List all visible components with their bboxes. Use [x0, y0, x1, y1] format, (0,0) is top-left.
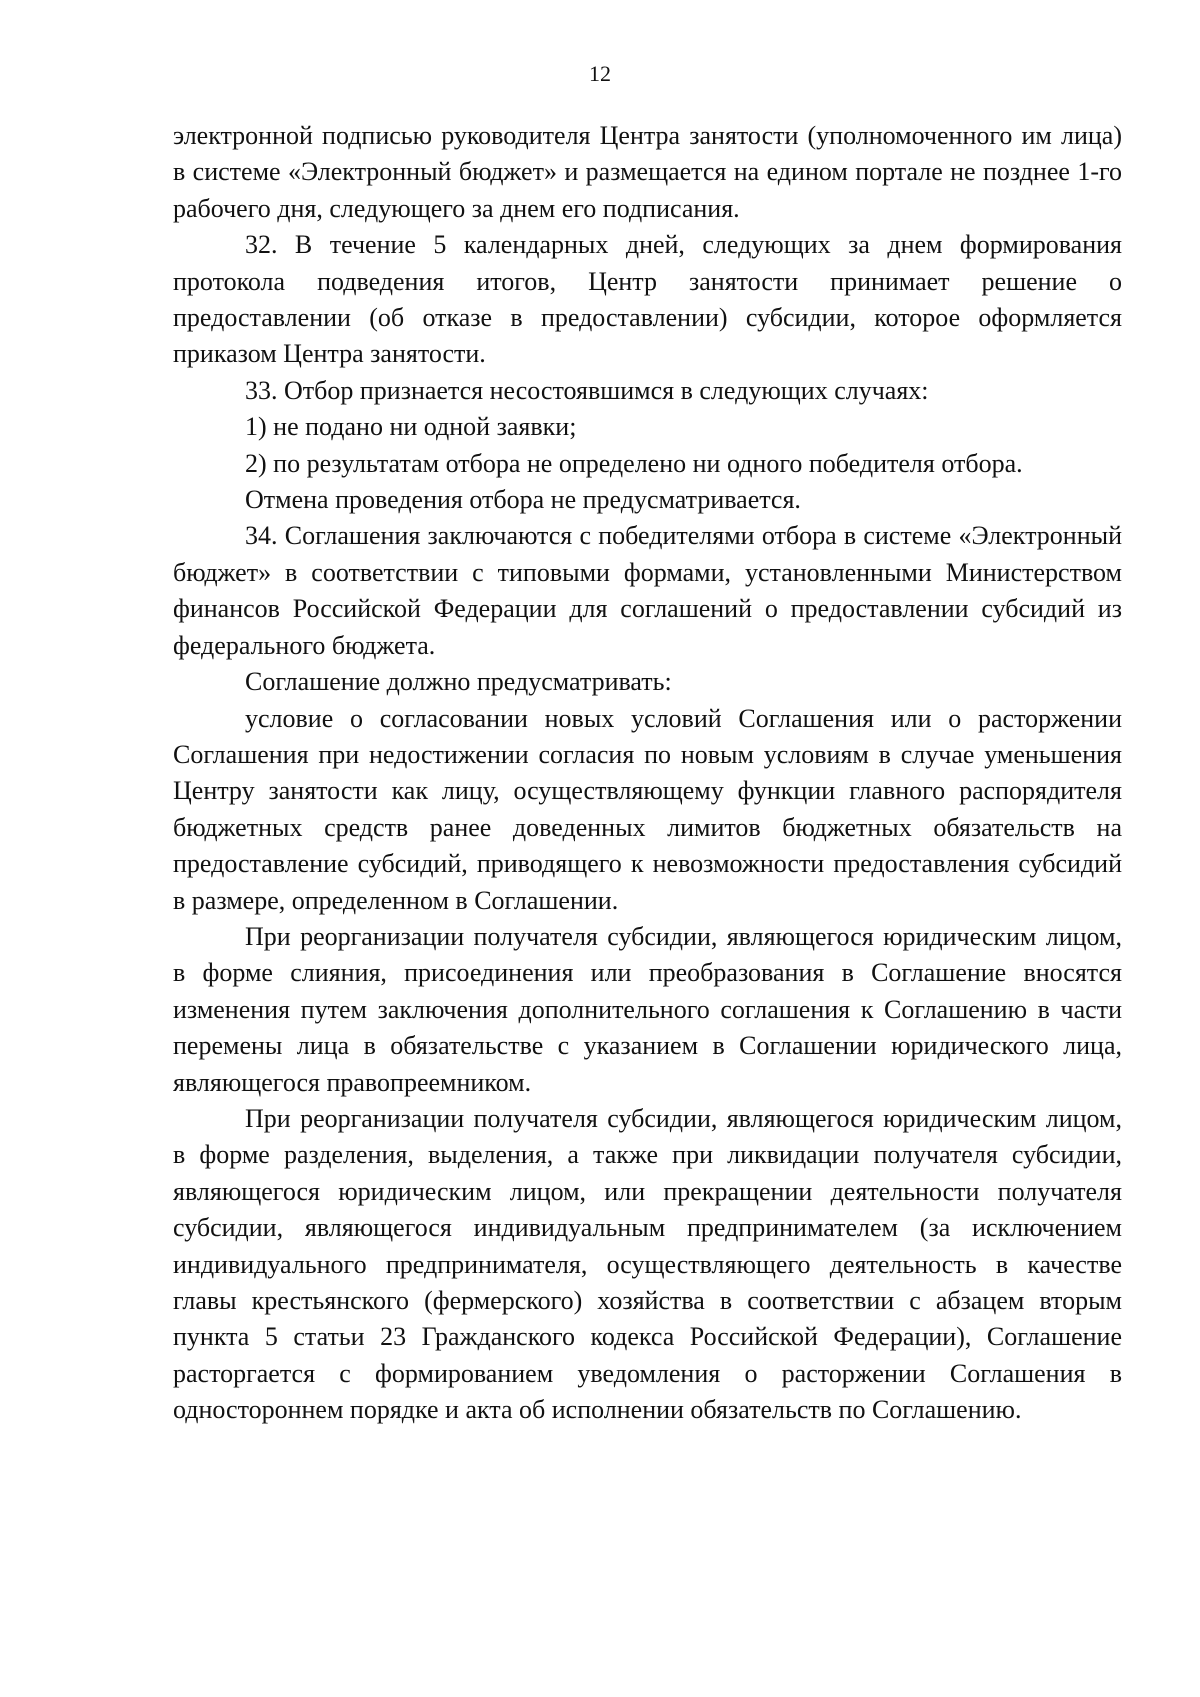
paragraph-item-34: 34. Соглашения заключаются с победителями отбора в системе «Электронный бюджет» в соответствии с типовыми формами, установленными Министерством финансов Российской Федерации для соглашений о предоставлении субсидий из федерального бюджета.	[173, 521, 1122, 660]
paragraph-subitem-2: 2) по результатам отбора не определено ни одного победителя отбора.	[245, 448, 1023, 478]
document-body	[173, 118, 1122, 1429]
paragraph-agreement-condition: условие о согласовании новых условий Соглашения или о расторжении Соглашения при недостижении согласия по новым условиям в случае уменьшения Центру занятости как лицу, осуществляющему функции главного распорядителя бюджетных средств ранее доведенных лимитов бюджетных обязательств на предоставление субсидий, приводящего к невозможности предоставления субсидий в размере, определенном в Соглашении.	[173, 703, 1122, 915]
paragraph-cancel-note: Отмена проведения отбора не предусматривается.	[245, 485, 801, 515]
page-number: 12	[589, 61, 611, 86]
paragraph-reorganization-merger: При реорганизации получателя субсидии, являющегося юридическим лицом, в форме слияния, присоединения или преобразования в Соглашение вносятся изменения путем заключения дополнительного соглашения к Соглашению в части перемены лица в обязательстве с указанием в Соглашении юридического лица, являющегося правопреемником.	[173, 921, 1122, 1097]
paragraph-item-32: 32. В течение 5 календарных дней, следующих за днем формирования протокола подведения итогов, Центр занятости принимает решение о предоставлении (об отказе в предоставлении) субсидии, которое оформляется приказом Центра занятости.	[173, 230, 1122, 369]
paragraph-reorganization-division: При реорганизации получателя субсидии, являющегося юридическим лицом, в форме разделения, выделения, а также при ликвидации получателя субсидии, являющегося юридическим лицом, или прекращении деятельности получателя субсидии, являющегося индивидуальным предпринимателем (за исключением индивидуального предпринимателя, осуществляющего деятельность в качестве главы крестьянского (фермерского) хозяйства в соответствии с абзацем вторым пункта 5 статьи 23 Гражданского кодекса Российской Федерации), Соглашение расторгается с формированием уведомления о расторжении Соглашения в одностороннем порядке и акта об исполнении обязательств по Соглашению.	[173, 1103, 1122, 1425]
paragraph-item-33: 33. Отбор признается несостоявшимся в следующих случаях:	[245, 375, 929, 405]
paragraph-continuation: электронной подписью руководителя Центра занятости (уполномоченного им лица) в системе «Электронный бюджет» и размещается на едином портале не позднее 1-го рабочего дня, следующего за днем его подписания.	[173, 121, 1122, 223]
paragraph-subitem-1: 1) не подано ни одной заявки;	[245, 412, 577, 442]
paragraph-agreement-provisions: Соглашение должно предусматривать:	[245, 667, 672, 697]
